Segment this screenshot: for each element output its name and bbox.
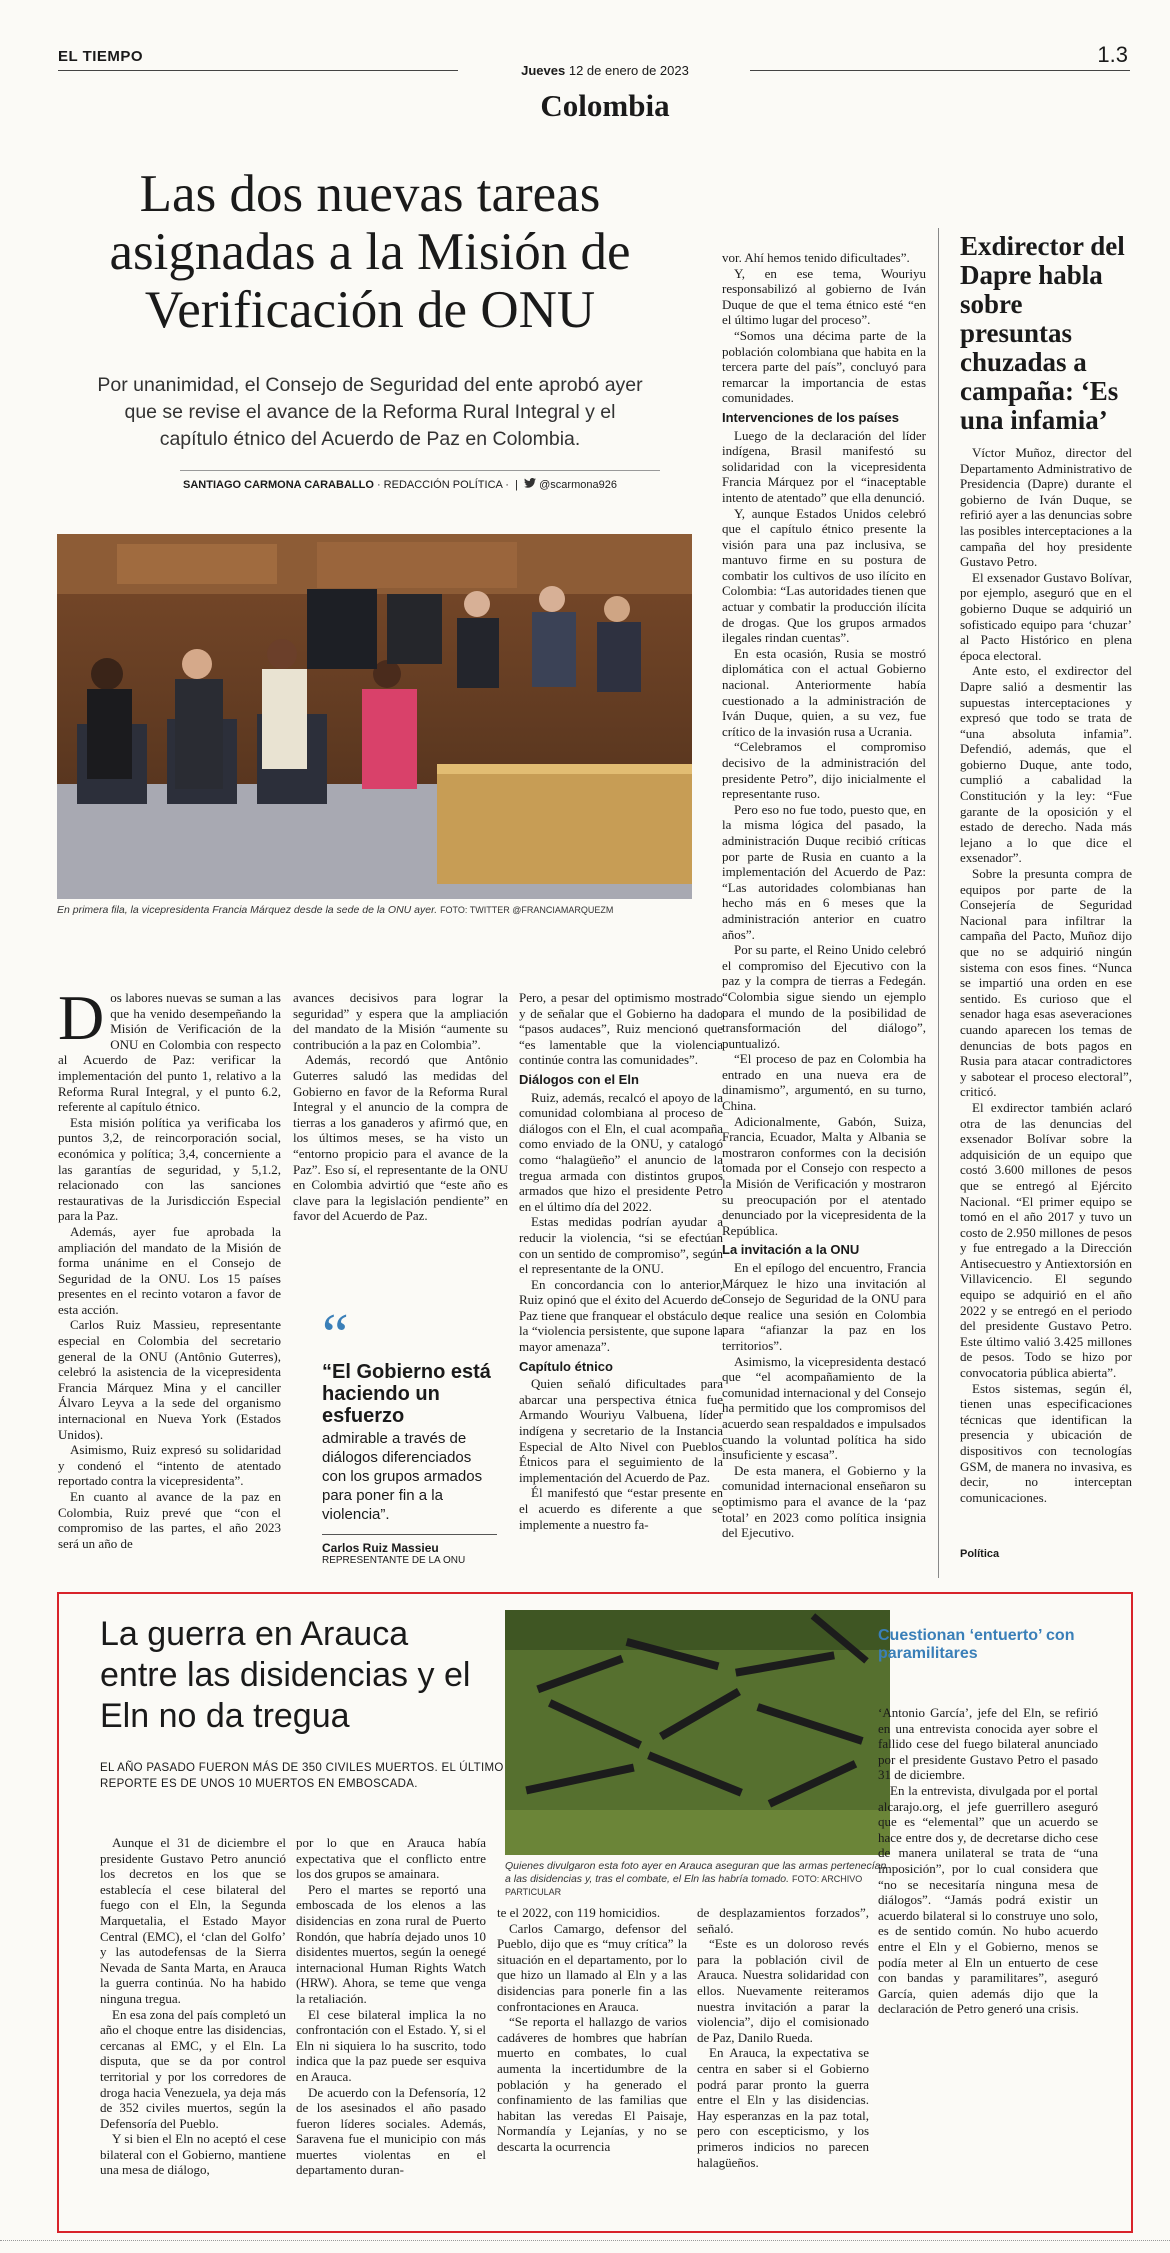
box-photo-caption-text: Quienes divulgaron esta foto ayer en Arauca aseguran que las armas pertenecían a las disidencias y, tras el combate, el Eln las habría tomado. — [505, 1860, 887, 1885]
paragraph: Estas medidas podrían ayudar a reducir la violencia, “si se efectúan con un sentido de compromiso”, según el representante de la ONU. — [519, 1214, 723, 1277]
article-column-3 — [519, 990, 723, 1580]
box-side-headline: Cuestionan ‘entuerto’ con paramilitares — [878, 1627, 1075, 1662]
paragraph: El exdirector también aclaró otra de las denuncias del exsenador Bolívar sobre la adquisición de un equipo que costó 3.600 millones de pesos que se entregó al Ejército Nacional. “El primer equipo se tomó en el año 2017 y tuvo un costo de 2.950 millones de pesos y fue entregado a la Dirección Antisecuestro y Antiextorsión en Villavicencio. El segundo equipo se adquirió en el año 2022 y se entregó en el periodo del presidente Gustavo Petro. Este último valió 3.425 millones de pesos. Todo se hizo por convocatoria pública abierta”. — [960, 1099, 1132, 1381]
paragraph: Asimismo, la vicepresidenta destacó que “el acompañamiento de la comunidad internacional y del Consejo ha permitido que los compromisos del acuerdo sean respaldados e impulsados cuando la voluntad política ha sido insuficiente y escasa”. — [722, 1353, 926, 1463]
paragraph: En esa zona del país completó un año el choque entre las disidencias, cercanas al EMC, y el Eln. La disputa, que se da por control territorial y por los corredores de droga hacia Venezuela, ya deja más de 352 civiles muertos, según la Defensoría del Pueblo. — [100, 2006, 286, 2131]
photo-credit: FOTO: TWITTER @FRANCIAMARQUEZM — [440, 905, 614, 915]
photo-weapons — [505, 1610, 890, 1855]
paragraph: El cese bilateral implica la no confrontación con el Estado. Y, si el Eln ni siquiera lo ha suscrito, todo indica que la paz puede ser esquiva en Arauca. — [296, 2006, 486, 2084]
pull-quote-text: “El Gobierno está haciendo un esfuerzo — [322, 1361, 491, 1427]
paragraph: Y, en ese tema, Wouriyu responsabilizó al gobierno de Iván Duque de que el tema étnico esté “en el último lugar del proceso”. — [722, 265, 926, 328]
paragraph: ‘Antonio García’, jefe del Eln, se refirió en una entrevista conocida ayer sobre el fallido cese del fuego bilateral anunciado por el presidente Gustavo Petro el pasado 31 de diciembre. — [878, 1705, 1098, 1783]
byline-twitter: @scarmona926 — [539, 479, 617, 491]
paragraph: De esta manera, el Gobierno y la comunidad internacional enseñaron su optimismo para el avance de la ‘paz total’ en 2023 como política insignia del Ejecutivo. — [722, 1462, 926, 1541]
masthead-rule-right — [750, 70, 1130, 71]
sidebar-headline: Exdirector del Dapre habla sobre presuntas chuzadas a campaña: ‘Es una infamia’ — [960, 231, 1125, 435]
box-photo-caption — [505, 1860, 890, 1899]
paragraph: “El proceso de paz en Colombia ha entrado en una nueva era de dinamismo”, argumentó, en su turno, China. — [722, 1051, 926, 1114]
article-column-4 — [722, 250, 926, 1582]
paragraph: Ruiz, además, recalcó el apoyo de la comunidad colombiana al proceso de diálogos con el Eln, el cual acompaña como enviado de la ONU, y catalogó como “halagüeño” el anuncio de la tregua armada con distintos grupos armados que hizo el presidente Petro en el último día del 2022. — [519, 1089, 723, 1214]
paragraph: Además, ayer fue aprobada la ampliación del mandato de la Misión de forma unánime en el Consejo de Seguridad de la ONU. Los 15 países presentes en el recinto votaron a favor de esta acción. — [58, 1223, 281, 1317]
article-column-2 — [293, 990, 508, 1300]
subhead: Capítulo étnico — [519, 1358, 613, 1374]
box-column-1 — [100, 1835, 286, 2225]
section-tag: Política — [960, 1548, 1000, 1560]
main-headline: Las dos nuevas tareas asignadas a la Misión de Verificación de ONU — [109, 165, 631, 339]
paragraph: Pero el martes se reportó una emboscada de los elenos a las disidencias en zona rural de Puerto Rondón, que habría dejado unos 10 disidentes muertos, según la oenegé internacional Human Rights Watch (HRW). Ahora, se teme que venga la retaliación. — [296, 1881, 486, 2006]
paragraph: Luego de la declaración del líder indígena, Brasil manifestó su solidaridad con la vicepresidenta Francia Márquez por el “inaceptable intento de atentado” que ella denunció. — [722, 427, 926, 505]
paragraph: Aunque el 31 de diciembre el presidente Gustavo Petro anunció los decretos en los que se establecía el cese bilateral del fuego con el Eln, la Segunda Marquetalia, el Estado Mayor Central (EMC), el ‘clan del Golfo’ y las autodefensas de la Sierra Nevada de Santa Marta, en Arauca la guerra continúa. No ha habido ninguna tregua. — [100, 1835, 286, 2006]
sidebar-body — [960, 445, 1132, 1540]
quote-mark-icon: “ — [322, 1302, 349, 1368]
pull-quote-name: Carlos Ruiz Massieu — [322, 1541, 439, 1555]
paragraph: El exsenador Gustavo Bolívar, por ejemplo, aseguró que en el gobierno Duque se adquirió un sofisticado equipo para ‘chuzar’ al Pacto Histórico en plena época electoral. — [960, 569, 1132, 663]
paragraph: Víctor Muñoz, director del Departamento Administrativo de Presidencia (Dapre) durante el gobierno de Iván Duque, se refirió ayer a las denuncias sobre las posibles interceptaciones a la campaña del hoy presidente Gustavo Petro. — [960, 445, 1132, 570]
masthead-rule-left — [58, 70, 458, 71]
paragraph: En Arauca, la expectativa se centra en saber si el Gobierno podrá parar pronto la guerra entre el Eln y las disidencias. Hay esperanzas en la paz total, pero con escepticismo, y los primeros indicios no parecen halagüeños. — [697, 2045, 869, 2170]
box-column-4 — [697, 1905, 869, 2225]
paragraph: Ante esto, el exdirector del Dapre salió a desmentir las supuestas interceptaciones y expresó que todo se trata de “una absoluta infamia”. Defendió, además, que el gobierno Duque, ante todo, cumplió a cabalidad la Constitución y la ley: “Fue garante de la oposición y el estado de derecho. Nada más lejano a lo que dice el exsenador”. — [960, 663, 1132, 866]
box-headline: La guerra en Arauca entre las disidencias y el Eln no da tregua — [100, 1615, 471, 1735]
page-number: 1.3 — [1097, 42, 1128, 67]
paragraph: De acuerdo con la Defensoría, 12 de los asesinados el año pasado fueron líderes sociales. Además, Saravena fue el municipio con más muertes violentas en el departamento duran- — [296, 2084, 486, 2178]
paragraph: Quien señaló dificultades para abarcar una perspectiva étnica fue Armando Wouriyu Valbuena, líder indígena y secretario de la Instancia Especial de Alto Nivel con Pueblos Étnicos para el seguimiento de la implementación del Acuerdo de Paz. — [519, 1376, 723, 1485]
pull-quote-continuation: admirable a través de diálogos diferenciados con los grupos armados para poner fin a la violencia”. — [322, 1430, 483, 1523]
paragraph: Sobre la presunta compra de equipos por parte de la Consejería de Seguridad Nacional para infiltrar la campaña del Pacto, Muñoz dijo que no se adquirió ningún sistema con esos fines. “Nunca se impartió una orden en ese sentido. Es curioso que el senador haga esas aseveraciones cuando aparecen los temas de denuncias de bots pagos en Rusia para atacar contradictores y sabotear el proceso electoral”, criticó. — [960, 866, 1132, 1100]
pull-quote-rule — [322, 1534, 497, 1535]
subhead: Diálogos con el Eln — [519, 1071, 639, 1087]
paragraph: vor. Ahí hemos tenido dificultades”. — [722, 250, 910, 265]
subhead: La invitación a la ONU — [722, 1242, 860, 1258]
photo-caption — [57, 904, 697, 917]
paragraph: En el epílogo del encuentro, Francia Márquez le hizo una invitación al Consejo de Seguridad de la ONU para que realice una sesión en Colombia para “afianzar la paz en los territorios”. — [722, 1260, 926, 1353]
paragraph: avances decisivos para lograr la seguridad” y espera que la ampliación del mandato de la Misión “aumente su contribución a la paz en Colombia”. — [293, 990, 508, 1052]
box-photo-credit: FOTO: ARCHIVO PARTICULAR — [505, 1874, 863, 1897]
paragraph: Pero eso no fue todo, puesto que, en la misma lógica del pasado, la administración Duque recibió críticas por parte de Rusia en cuanto a la implementación del Acuerdo de Paz: “Las autoridades colombianas han hecho más en 6 meses que la administración anterior en cuatro años”. — [722, 801, 926, 942]
photo-security-council — [57, 534, 692, 899]
box-column-3 — [497, 1905, 687, 2225]
paragraph: Por su parte, el Reino Unido celebró el compromiso del Ejecutivo con la paz y la compra de tierras a Fedegán. “Colombia sigue siendo un ejemplo para el mundo de la posibilidad de transformación del diálogo”, puntualizó. — [722, 942, 926, 1051]
paragraph: “Este es un doloroso revés para la población civil de Arauca. Nuestra solidaridad con ellos. Nuevamente reiteramos nuestra invitación a parar la violencia”, dijo el comisionado de Paz, Danilo Rueda. — [697, 1936, 869, 2045]
paragraph: Y, aunque Estados Unidos celebró que el capítulo étnico presente la visión para una paz inclusiva, se mantuvo firme en su postura de combatir los cultivos de uso ilícito en Colombia: “Las autoridades tienen que actuar y combatir la producción ilícita de drogas. Que los grupos armados ilegales rindan cuentas”. — [722, 505, 926, 646]
box-deck: EL AÑO PASADO FUERON MÁS DE 350 CIVILES MUERTOS. EL ÚLTIMO REPORTE ES DE UNOS 10 MUERTOS EN EMBOSCADA. — [100, 1762, 504, 1790]
paragraph: Carlos Camargo, defensor del Pueblo, dijo que es “muy crítica” la situación en el departamento, por lo que hizo un llamado al Eln y a las disidencias para ponerle fin a las confrontaciones en Arauca. — [497, 1920, 687, 2014]
box-column-2 — [296, 1835, 486, 2225]
paragraph: En cuanto al avance de la paz en Colombia, Ruiz prevé que “con el compromiso de las partes, el año 2023 será un año de — [58, 1489, 281, 1551]
byline-rule — [180, 470, 660, 471]
sidebar-rule — [938, 228, 939, 1578]
paragraph: En la entrevista, divulgada por el portal alcarajo.org, el jefe guerrillero aseguró que es “elemental” que un acuerdo se hace entre dos y, de decretarse dicho cese de manera unilateral se trata de “una imposición”, por lo cual considera que “no se necesitaría ninguna mesa de diálogos”. “Jamás podrá existir un acuerdo bilateral si lo construye uno solo, es de sentido común. No hubo acuerdo entre el Eln y el Gobierno, menos se podía meter al Eln un entuerto de cese con bandas y paramilitares”, aseguró García, quien además dijo que la declaración de Petro generó una crisis. — [878, 1782, 1098, 2017]
paragraph: “Se reporta el hallazgo de varios cadáveres de hombres que habrían muerto en combates, lo cual aumenta la incertidumbre de la población y ha generado el confinamiento de las familias que habitan las veredas El Paisaje, Normandía y Lejanías, y no se descarta la ocurrencia — [497, 2014, 687, 2154]
paragraph: os labores nuevas se suman a las que ha venido desempeñando la Misión de Verificación de la ONU en Colombia con respecto al Acuerdo de Paz: verificar la implementación del punto 1, relativo a la Reforma Rural Integral, y el punto 6.2, referente al capítulo étnico. — [58, 990, 281, 1115]
twitter-icon — [524, 479, 536, 491]
dateline — [460, 63, 750, 78]
paragraph: Estos sistemas, según él, tienen unas especificaciones técnicas que identifican la presencia y ubicación de dispositivos con tecnologías GSM, de manera no invasiva, es decir, no interceptan comunicaciones. — [960, 1380, 1132, 1505]
paragraph: Él manifestó que “estar presente en el acuerdo es diferente a que se implemente a nuestro fa- — [519, 1485, 723, 1532]
date-day: Jueves — [521, 63, 566, 78]
paragraph: Además, recordó que Antônio Guterres saludó las medidas del Gobierno en favor de la Reforma Rural Integral y el anuncio de la compra de tierras a los ganaderos y afirmó que, en los últimos meses, se ha visto un “entorno propicio para el avance de la Paz”. Eso sí, el representante de la ONU en Colombia advirtió que “este año es clave para la legislación pendiente” en favor del Acuerdo de Paz. — [293, 1052, 508, 1224]
byline-name: SANTIAGO CARMONA CARABALLO — [183, 479, 374, 491]
paragraph: Esta misión política ya verificaba los puntos 3,2, de reincorporación social, económica y política; 3,4, concerniente a las garantías de seguridad, y 5,1.2, relacionado con las sanciones restaurativas de la Jurisdicción Especial para la Paz. — [58, 1114, 281, 1224]
box-side-body — [878, 1705, 1098, 2225]
paragraph: Pero, a pesar del optimismo mostrado y de señalar que el Gobierno ha dado “pasos audaces”, Ruiz mencionó que “es lamentable que la violencia continúe contra las comunidades”. — [519, 990, 723, 1068]
paragraph: Adicionalmente, Gabón, Suiza, Francia, Ecuador, Malta y Albania se mostraron conformes con la decisión tomada por el Consejo con respecto a la Misión de Verificación y mostraron su preocupación por el atentado denunciado por la vicepresidenta de la República. — [722, 1113, 926, 1238]
paragraph: Y si bien el Eln no aceptó el cese bilateral con el Gobierno, mantiene una mesa de diálogo, — [100, 2131, 286, 2178]
paragraph: te el 2022, con 119 homicidios. — [497, 1905, 661, 1920]
paragraph: de desplazamientos forzados”, señaló. — [697, 1905, 869, 1936]
photo-caption-text: En primera fila, la vicepresidenta Francia Márquez desde la sede de la ONU ayer. — [57, 904, 438, 916]
byline-dept: · REDACCIÓN POLÍTICA · — [376, 479, 509, 491]
section-title: Colombia — [540, 88, 670, 123]
subhead: Intervenciones de los países — [722, 409, 900, 425]
pull-quote-role: REPRESENTANTE DE LA ONU — [322, 1555, 466, 1566]
dropcap: D — [58, 990, 105, 1053]
paragraph: En concordancia con lo anterior, Ruiz opinó que el éxito del Acuerdo de Paz tiene que franquear el obstáculo de la “violencia persistente, que supone la mayor amenaza”. — [519, 1276, 723, 1355]
article-column-1 — [58, 990, 281, 1580]
paragraph: por lo que en Arauca había expectativa que el conflicto entre los dos grupos se amainara. — [296, 1835, 486, 1882]
paragraph: “Somos una décima parte de la población colombiana que habita en la tercera parte del país”, concluyó para remarcar la importancia de estas comunidades. — [722, 327, 926, 406]
paragraph: “Celebramos el compromiso decisivo de la administración del presidente Petro”, dijo inicialmente el representante ruso. — [722, 739, 926, 802]
pull-quote — [322, 1302, 497, 1566]
masthead-logo: EL TIEMPO — [58, 48, 144, 65]
paragraph: Carlos Ruiz Massieu, representante especial en Colombia del secretario general de la ONU (Antônio Guterres), celebró la asistencia de la vicepresidenta Francia Márquez Mina y el canciller Álvaro Leyva a la sede del organismo internacional en Nueva York (Estados Unidos). — [58, 1317, 281, 1442]
main-deck: Por unanimidad, el Consejo de Seguridad del ente aprobó ayer que se revise el avance de la Reforma Rural Integral y el capítulo étnico del Acuerdo de Paz en Colombia. — [97, 374, 643, 450]
date-rest: 12 de enero de 2023 — [568, 63, 689, 78]
paragraph: En esta ocasión, Rusia se mostró diplomática con el actual Gobierno nacional. Anteriormente había cuestionado a la administración de Iván Duque, quien, a su vez, fue crítico de la invasión rusa a Ucrania. — [722, 645, 926, 739]
byline: SANTIAGO CARMONA CARABALLO · REDACCIÓN POLÍTICA · | @scarmona926 — [183, 479, 617, 491]
page-bottom-rule — [0, 2240, 1170, 2241]
paragraph: Asimismo, Ruiz expresó su solidaridad y condenó el “intento de atentado reportado contra la vicepresidenta”. — [58, 1442, 281, 1489]
